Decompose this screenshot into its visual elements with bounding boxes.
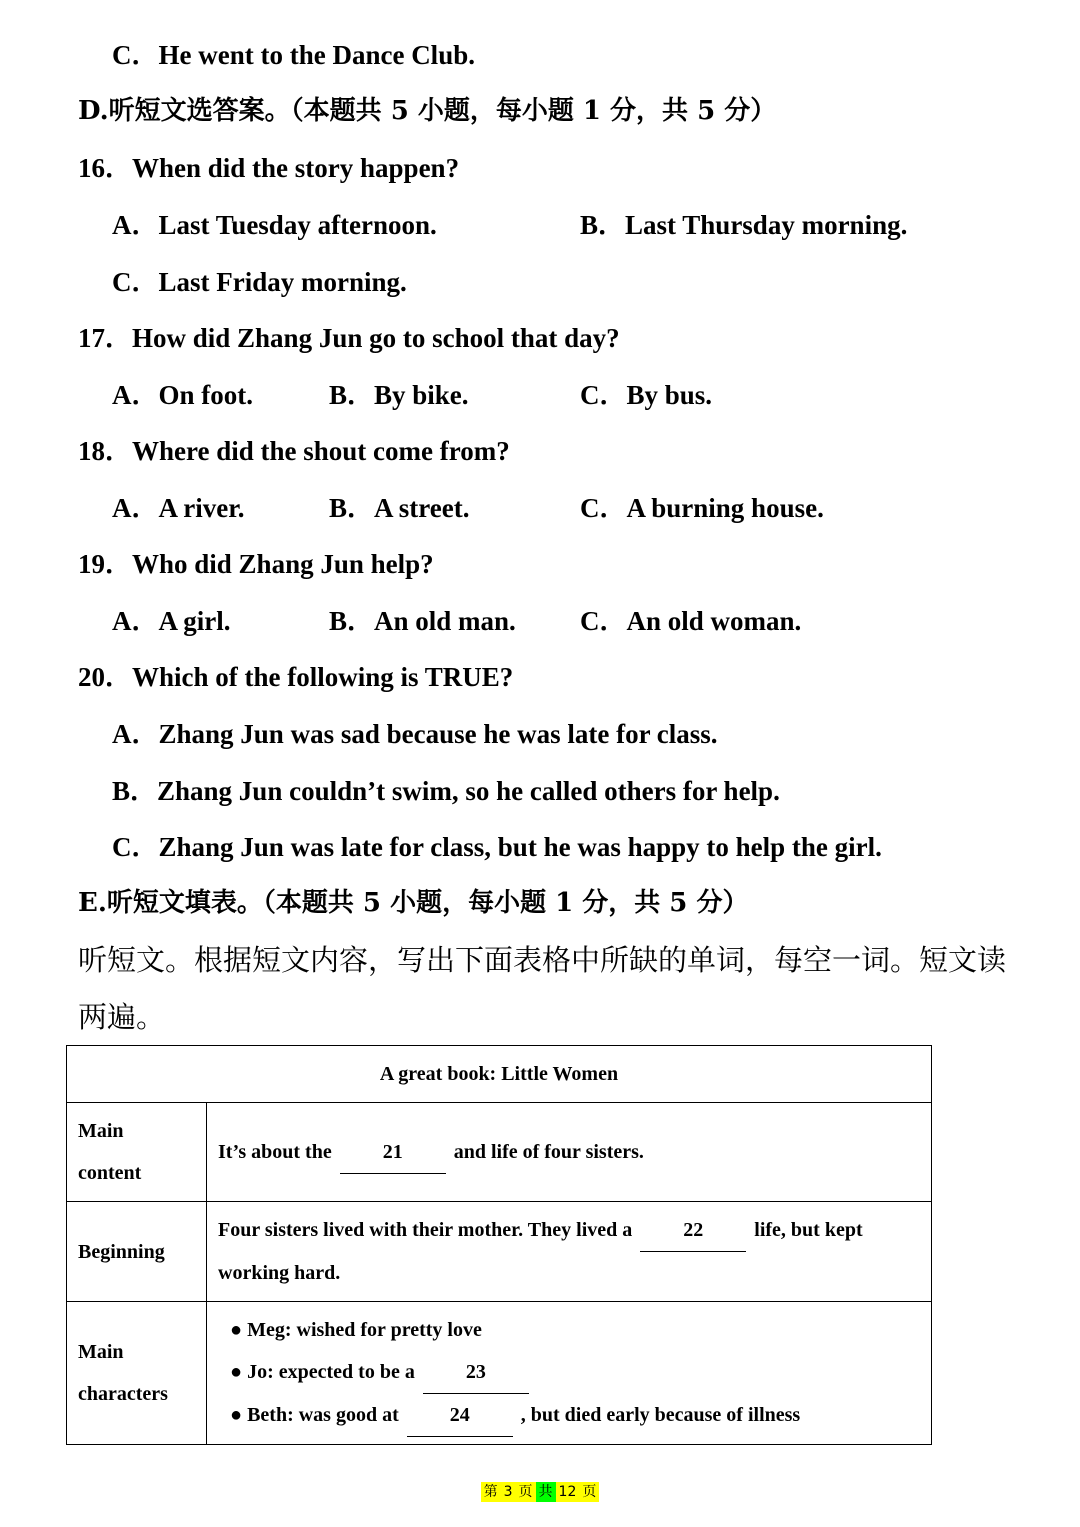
q16-option-a: A．Last Tuesday afternoon. — [112, 210, 437, 240]
q18-option-c: C．A burning house. — [580, 493, 824, 523]
q18-option-b: B．A street. — [329, 493, 470, 523]
q16-question: 16．When did the story happen? — [78, 153, 460, 183]
footer-page-number: 3 — [501, 1482, 516, 1502]
q17-option-b: B．By bike. — [329, 380, 469, 410]
row-label-main-content: Main content — [67, 1103, 207, 1202]
q16-option-c: C．Last Friday morning. — [112, 267, 407, 297]
footer-total-suffix: 页 — [579, 1482, 599, 1502]
footer-page-prefix: 第 — [481, 1482, 501, 1502]
footer-page-suffix: 页 — [516, 1482, 536, 1502]
q17-option-a: A．On foot. — [112, 380, 253, 410]
q15-option-c: C．He went to the Dance Club. — [112, 40, 475, 70]
section-e-heading: E.听短文填表。（本题共 5 小题，每小题 1 分，共 5 分） — [78, 888, 749, 918]
row-content-beginning: Four sisters lived with their mother. They lived a 22 life, but kept working hard. — [207, 1202, 932, 1302]
q20-option-b: B．Zhang Jun couldn’t swim, so he called others for help. — [112, 776, 780, 806]
bullet-beth: ● Beth: was good at 24 , but died early because of illness — [218, 1394, 920, 1437]
section-d-heading: D.听短文选答案。（本题共 5 小题，每小题 1 分，共 5 分） — [78, 96, 777, 126]
row-content-main-characters — [207, 1302, 932, 1445]
q20-option-c: C．Zhang Jun was late for class, but he was happy to help the girl. — [112, 832, 882, 862]
q19-option-a: A．A girl. — [112, 606, 231, 636]
bullet-jo: ● Jo: expected to be a 23 — [218, 1351, 920, 1394]
row-content-main-content: It’s about the 21 and life of four sisters. — [207, 1103, 932, 1202]
row-label-beginning: Beginning — [67, 1202, 207, 1302]
q16-option-b: B．Last Thursday morning. — [580, 210, 908, 240]
blank-24: 24 — [407, 1394, 513, 1437]
q18-question: 18．Where did the shout come from? — [78, 436, 510, 466]
blank-22: 22 — [640, 1209, 746, 1252]
q17-question: 17．How did Zhang Jun go to school that day? — [78, 323, 620, 353]
footer-total-number: 12 — [556, 1482, 580, 1502]
q19-option-c: C．An old woman. — [580, 606, 802, 636]
q17-option-c: C．By bus. — [580, 380, 713, 410]
q20-option-a: A．Zhang Jun was sad because he was late for class. — [112, 719, 718, 749]
row-label-main-characters: Main characters — [67, 1302, 207, 1445]
q19-question: 19．Who did Zhang Jun help? — [78, 549, 434, 579]
footer-total-prefix: 共 — [536, 1482, 556, 1502]
q19-option-b: B．An old man. — [329, 606, 516, 636]
page-footer — [0, 1481, 1080, 1503]
fill-in-table — [66, 1045, 932, 1445]
q18-option-a: A．A river. — [112, 493, 245, 523]
blank-23: 23 — [423, 1351, 529, 1394]
q20-question: 20．Which of the following is TRUE? — [78, 662, 514, 692]
table-title: A great book: Little Women — [67, 1046, 932, 1103]
instruction-line-2: 两遍。 — [78, 1000, 166, 1034]
blank-21: 21 — [340, 1131, 446, 1174]
bullet-meg: ● Meg: wished for pretty love — [230, 1319, 482, 1341]
instruction-line-1: 听短文。根据短文内容，写出下面表格中所缺的单词，每空一词。短文读 — [78, 943, 1007, 977]
